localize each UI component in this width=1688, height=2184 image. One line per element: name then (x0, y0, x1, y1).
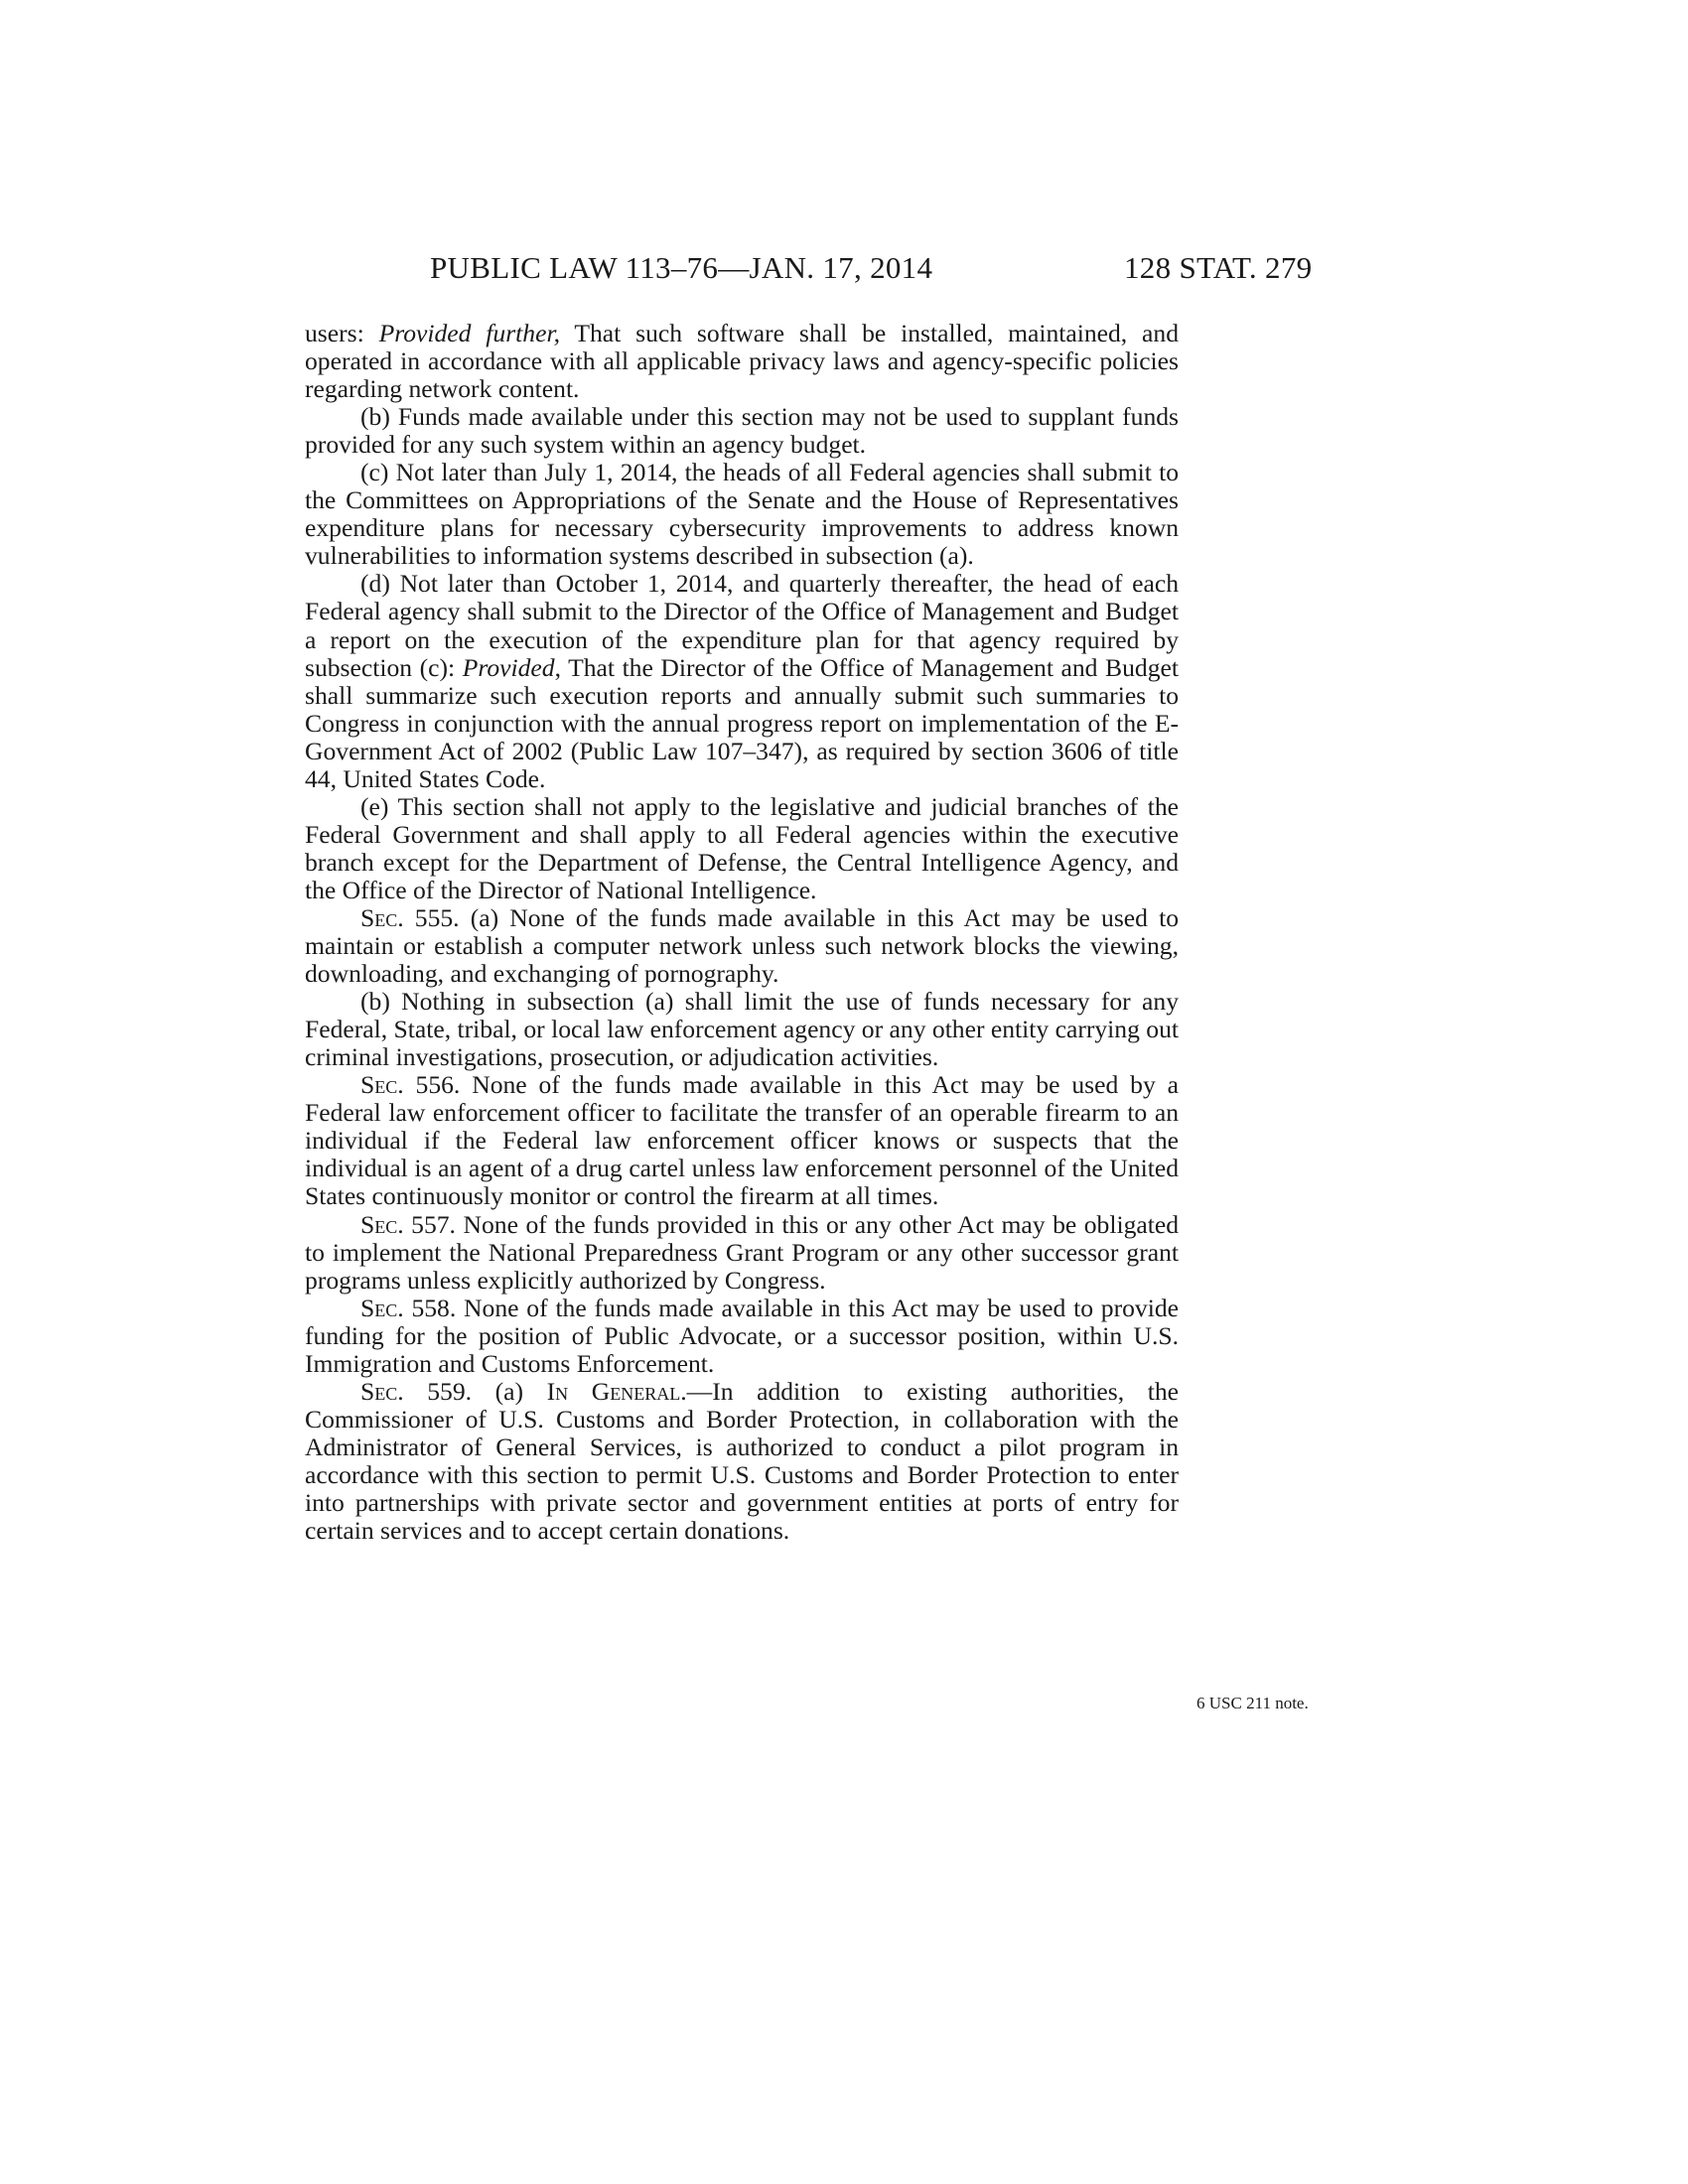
italic-proviso: Provided (462, 652, 555, 682)
text-run: .—In addition to existing authorities, the Commissioner of U.S. Customs and Border Protection, in collaboration with the Administrator of General Services, is authorized to conduct a pilot program in accordance with this section to permit U.S. Customs and Border Protection to enter into partnerships with private sector and government entities at ports of entry for certain services and to accept certain donations. (305, 1376, 1179, 1546)
text-run: users: (305, 319, 379, 347)
running-header (0, 250, 1688, 290)
statute-body (305, 320, 1179, 1545)
section-label: Sec. (360, 1209, 404, 1239)
section-label: Sec. (360, 902, 404, 932)
paragraph-subsection-d (305, 570, 1179, 792)
statutes-page-number: 128 STAT. 279 (1124, 250, 1313, 285)
section-558 (305, 1295, 1179, 1378)
section-555 (305, 904, 1179, 988)
text-run: 556. None of the funds made available in this Act may be used by a Federal law enforcement officer to facilitate the transfer of an operable firearm to an individual if the Federal law enforcement officer knows or suspects that the individual is an agent of a drug cartel unless law enforcement personnel of the United States continuously monitor or control the firearm at all times. (305, 1070, 1179, 1211)
text-run: (d) Not later than October 1, 2014, and quarterly thereafter, the head of each Federal agency shall submit to the Director of the Office of Management and Budget a report on the execution of the expenditure plan for that agency required by subsection (c): (305, 569, 1179, 682)
text-run: 555. (a) None of the funds made available in this Act may be used to maintain or establish a computer network unless such network blocks the viewing, downloading, and exchanging of pornography. (305, 902, 1179, 989)
text-run: 558. None of the funds made available in this Act may be used to provide funding for the position of Public Advocate, or a successor position, within U.S. Immigration and Customs Enforcement. (305, 1293, 1179, 1378)
italic-proviso: Provided further, (378, 319, 560, 347)
section-label: Sec. (360, 1293, 404, 1322)
section-label: Sec. (360, 1376, 404, 1406)
subsection-heading: In General (546, 1376, 681, 1406)
paragraph-subsection-c: (c) Not later than July 1, 2014, the heads of all Federal agencies shall submit to the Committees on Appropriations of the Senate and the House of Representatives expenditure plans for necessary cybersecurity improvements to address known vulnerabilities to information systems described in subsection (a). (305, 458, 1179, 571)
section-label: Sec. (360, 1070, 404, 1100)
section-556 (305, 1071, 1179, 1210)
header-title: PUBLIC LAW 113–76—JAN. 17, 2014 (430, 250, 933, 285)
text-run: 559. (a) (403, 1376, 547, 1406)
section-559 (305, 1378, 1179, 1545)
paragraph-subsection-b: (b) Funds made available under this section may not be used to supplant funds provided for any such system within an agency budget. (305, 402, 1179, 460)
text-run: , That the Director of the Office of Management and Budget shall summarize such execution reports and annually submit such summaries to Congress in conjunction with the annual progress report on implementation of the E-Government Act of 2002 (Public Law 107–347), as required by section 3606 of title 44, United States Code. (305, 652, 1179, 793)
text-run: That such software shall be installed, maintained, and operated in accordance with all applicable privacy laws and agency-specific policies regarding network content. (305, 319, 1180, 404)
section-557 (305, 1211, 1179, 1295)
paragraph-subsection-e: (e) This section shall not apply to the legislative and judicial branches of the Federal Government and shall apply to all Federal agencies within the executive branch except for the Department of Defense, the Central Intelligence Agency, and the Office of the Director of National Intelligence. (305, 791, 1179, 904)
margin-note: 6 USC 211 note. (1196, 1694, 1309, 1712)
section-555-subsection-b: (b) Nothing in subsection (a) shall limit the use of funds necessary for any Federal, State, tribal, or local law enforcement agency or any other entity carrying out criminal investigations, prosecution, or adjudication activities. (305, 987, 1179, 1072)
paragraph-provided-further (305, 320, 1179, 403)
text-run: 557. None of the funds provided in this or any other Act may be obligated to implement the National Preparedness Grant Program or any other successor grant programs unless explicitly authorized by Congress. (305, 1209, 1179, 1295)
